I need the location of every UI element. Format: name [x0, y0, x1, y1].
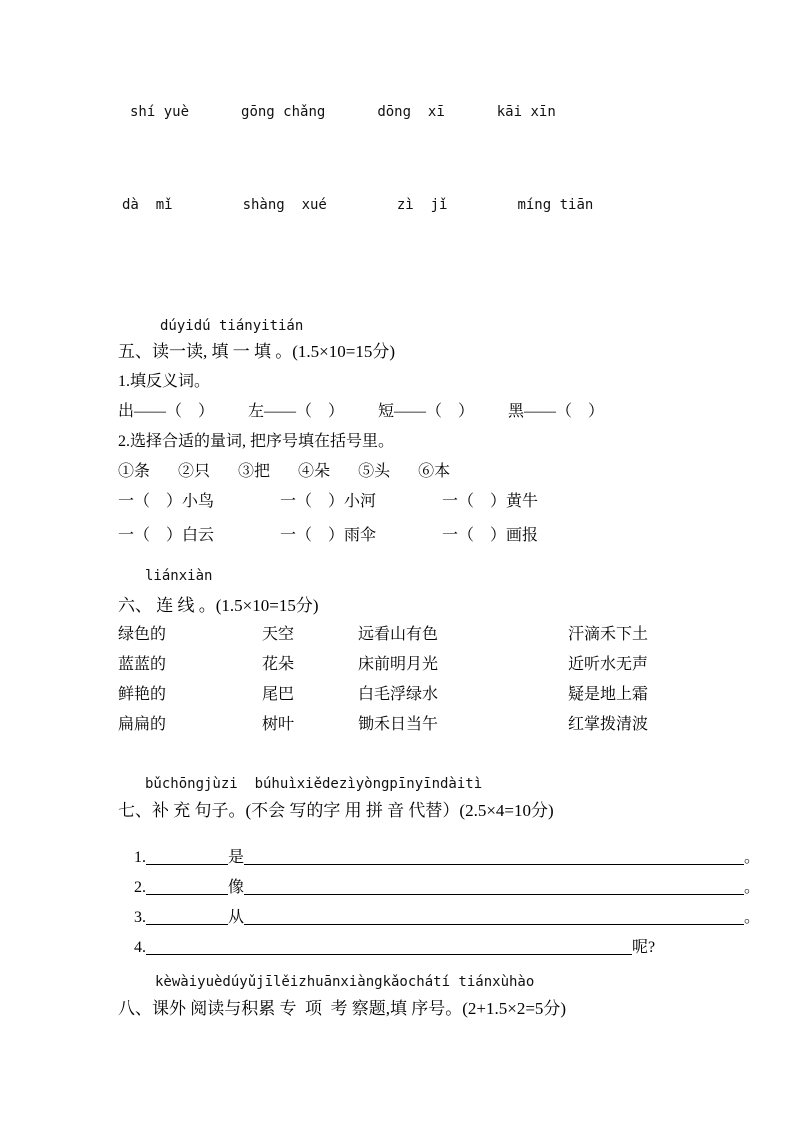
sentence-word: 是 [228, 849, 245, 866]
antonym-item: 短——（ ） [378, 403, 475, 420]
antonym-item: 出——（ ） [118, 403, 215, 420]
answer-blank [146, 940, 632, 955]
match-item: 花朵 [262, 656, 295, 673]
sentence-end: 。 [744, 879, 761, 896]
measure-blank-item: 一（ ）小河 [280, 493, 377, 510]
sentence-number: 3. [134, 909, 146, 926]
match-column-poem-answers [568, 620, 648, 740]
pinyin-practice-row-1 [130, 104, 556, 120]
sentence-number: 2. [134, 879, 146, 896]
section5-item2-label: 2.选择合适的量词, 把序号填在括号里。 [118, 433, 395, 450]
match-item: 白毛浮绿水 [358, 686, 439, 703]
pinyin-word: dōng xī [377, 104, 445, 120]
measure-word-options [118, 458, 450, 481]
match-column-poem-lines [358, 620, 438, 740]
pinyin-word: kāi xīn [496, 104, 556, 120]
measure-blank-item: 一（ ）黄牛 [442, 493, 539, 510]
measure-blank-item: 一（ ）白云 [118, 527, 215, 544]
section8-pinyin: kèwàiyuèdúyǔjīlěizhuānxiàngkǎochátí tiánxùhào [155, 974, 535, 990]
sentence-end: 。 [744, 909, 761, 926]
section6-title: 六、 连 线 。(1.5×10=15分) [118, 596, 319, 615]
measure-option: ④朵 [298, 463, 331, 480]
match-item: 红掌拨清波 [568, 716, 649, 733]
match-item: 近听水无声 [568, 656, 649, 673]
sentence-number: 4. [134, 939, 146, 956]
antonym-item: 左——（ ） [248, 403, 345, 420]
section7-title: 七、补 充 句子。(不会 写的字 用 拼 音 代替）(2.5×4=10分) [118, 801, 554, 820]
measure-option: ②只 [178, 463, 211, 480]
measure-blank-item: 一（ ）画报 [442, 527, 539, 544]
sentence-word: 像 [228, 879, 245, 896]
measure-blank-item: 一（ ）雨伞 [280, 527, 377, 544]
antonym-row [118, 398, 604, 421]
pinyin-word: zì jǐ [396, 197, 448, 213]
match-item: 锄禾日当午 [358, 716, 439, 733]
section5-title: 五、读一读, 填 一 填 。(1.5×10=15分) [118, 342, 395, 361]
match-item: 鲜艳的 [118, 686, 167, 703]
measure-option: ③把 [238, 463, 271, 480]
sentence-end: 。 [744, 849, 761, 866]
antonym-item: 黑——（ ） [508, 403, 605, 420]
measure-option: ⑥本 [418, 463, 451, 480]
match-item: 汗滴禾下土 [568, 626, 649, 643]
match-item: 蓝蓝的 [118, 656, 167, 673]
section8-title: 八、课外 阅读与积累 专 项 考 察题,填 序号。(2+1.5×2=5分) [118, 999, 567, 1018]
pinyin-word: dà mǐ [122, 197, 173, 213]
sentence-end: 呢? [632, 939, 656, 956]
measure-blank-row-2 [118, 522, 538, 545]
pinyin-practice-row-2 [122, 197, 593, 213]
measure-option: ⑤头 [358, 463, 391, 480]
measure-blank-item: 一（ ）小鸟 [118, 493, 215, 510]
fill-in-sentence-4 [118, 916, 655, 975]
match-item: 树叶 [262, 716, 295, 733]
match-column-nouns [262, 620, 294, 740]
match-item: 天空 [262, 626, 295, 643]
match-item: 疑是地上霜 [568, 686, 649, 703]
match-item: 绿色的 [118, 626, 167, 643]
measure-blank-row-1 [118, 488, 538, 511]
pinyin-word: shàng xué [242, 197, 327, 213]
measure-option: ①条 [118, 463, 151, 480]
pinyin-word: míng tiān [517, 197, 594, 213]
match-item: 远看山有色 [358, 626, 439, 643]
match-item: 尾巴 [262, 686, 295, 703]
pinyin-word: shí yuè [130, 104, 190, 120]
section5-pinyin: dúyidú tiányitián [160, 318, 304, 334]
pinyin-word: gōng chǎng [241, 104, 326, 120]
section6-pinyin: liánxiàn [145, 568, 213, 584]
match-column-adjectives [118, 620, 166, 740]
section7-pinyin: bǔchōngjùzi búhuìxiědezìyòngpīnyīndàitì [145, 776, 483, 792]
match-item: 床前明月光 [358, 656, 439, 673]
sentence-word: 从 [228, 909, 245, 926]
section5-item1-label: 1.填反义词。 [118, 373, 211, 390]
sentence-number: 1. [134, 849, 146, 866]
match-item: 扁扁的 [118, 716, 167, 733]
